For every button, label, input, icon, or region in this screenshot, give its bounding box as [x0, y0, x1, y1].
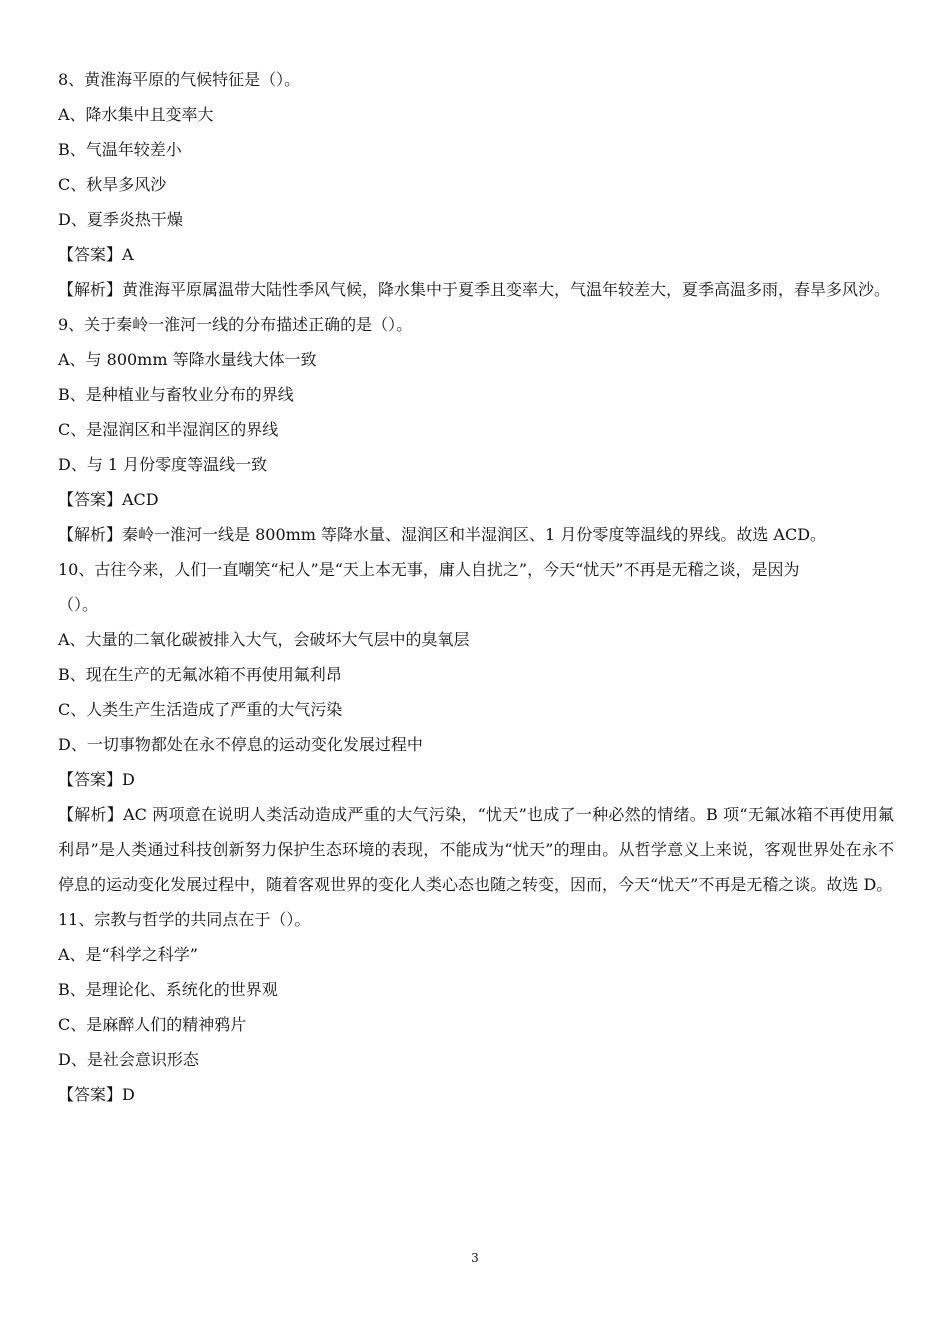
question-11-option-a: A、是“科学之科学” [58, 945, 198, 964]
question-10-answer: 【答案】D [58, 770, 135, 789]
question-11-option-d: D、是社会意识形态 [58, 1050, 199, 1069]
question-9-analysis: 【解析】秦岭一淮河一线是 800mm 等降水量、湿润区和半湿润区、1 月份零度等温线的界线。故选 ACD。 [58, 525, 827, 544]
question-10-option-d: D、一切事物都处在永不停息的运动变化发展过程中 [58, 735, 423, 754]
question-11-option-b: B、是理论化、系统化的世界观 [58, 980, 278, 999]
page-number: 3 [471, 1251, 479, 1265]
question-8-option-d: D、夏季炎热干燥 [58, 210, 183, 229]
question-9-option-a: A、与 800mm 等降水量线大体一致 [58, 350, 317, 369]
question-8-stem: 8、黄淮海平原的气候特征是（）。 [58, 70, 301, 89]
question-9-option-d: D、与 1 月份零度等温线一致 [58, 455, 268, 474]
question-11-option-c: C、是麻醉人们的精神鸦片 [58, 1015, 247, 1034]
question-8-analysis: 【解析】黄淮海平原属温带大陆性季风气候，降水集中于夏季且变率大，气温年较差大，夏季高温多雨，春旱多风沙。 [58, 280, 891, 299]
question-9-answer: 【答案】ACD [58, 490, 159, 509]
question-8-option-a: A、降水集中且变率大 [58, 105, 214, 124]
question-8-option-c: C、秋旱多风沙 [58, 175, 167, 194]
question-10-analysis: 【解析】AC 两项意在说明人类活动造成严重的大气污染，“忧天”也成了一种必然的情绪。B 项“无氟冰箱不再使用氟利昂”是人类通过科技创新努力保护生态环境的表现，不能成为“忧天”的理由。从哲学意义上来说，客观世界处在永不停息的运动变化发展过程中，随着客观世界的变化人类心态也随之转变，因而，今天“忧天”不再是无稽之谈。故选 D。 [58, 805, 894, 894]
question-9-option-c: C、是湿润区和半湿润区的界线 [58, 420, 279, 439]
question-10-stem-continuation: （）。 [58, 595, 99, 614]
question-8-option-b: B、气温年较差小 [58, 140, 182, 159]
question-9-stem: 9、关于秦岭一淮河一线的分布描述正确的是（）。 [58, 315, 413, 334]
question-11-answer: 【答案】D [58, 1085, 135, 1104]
question-10-stem: 10、古往今来，人们一直嘲笑“杞人”是“天上本无事，庸人自扰之”，今天“忧天”不再是无稽之谈，是因为 [58, 560, 800, 579]
page-content [58, 62, 894, 1112]
question-10-option-a: A、大量的二氧化碳被排入大气，会破坏大气层中的臭氧层 [58, 630, 470, 649]
question-10-option-b: B、现在生产的无氟冰箱不再使用氟利昂 [58, 665, 342, 684]
question-10-option-c: C、人类生产生活造成了严重的大气污染 [58, 700, 343, 719]
question-11-stem: 11、宗教与哲学的共同点在于（）。 [58, 910, 311, 929]
question-8-answer: 【答案】A [58, 245, 134, 264]
question-9-option-b: B、是种植业与畜牧业分布的界线 [58, 385, 294, 404]
